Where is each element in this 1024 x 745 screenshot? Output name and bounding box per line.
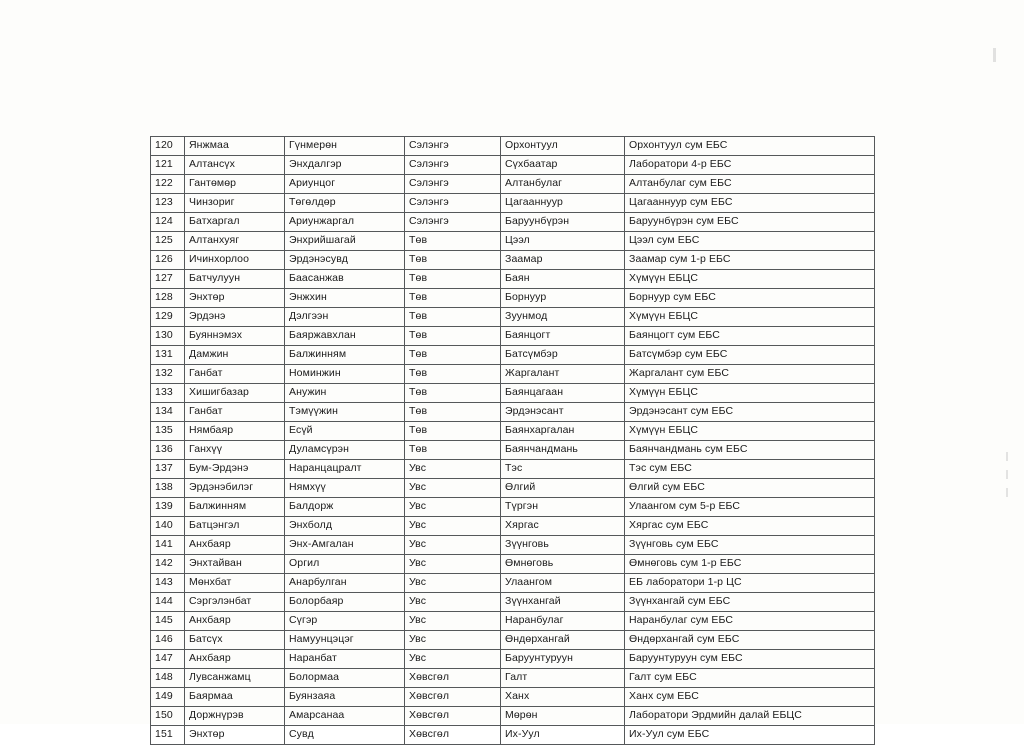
cell-number: 128 [151, 289, 185, 308]
cell-firstname: Амарсанаа [285, 707, 405, 726]
cell-school: Цээл сум ЕБС [625, 232, 875, 251]
cell-province: Увс [405, 460, 501, 479]
cell-province: Хөвсгөл [405, 688, 501, 707]
cell-lastname: Ичинхорлоо [185, 251, 285, 270]
cell-province: Увс [405, 593, 501, 612]
cell-school: Тэс сум ЕБС [625, 460, 875, 479]
roster-table [150, 136, 875, 745]
cell-soum: Цээл [501, 232, 625, 251]
cell-number: 120 [151, 137, 185, 156]
cell-lastname: Эрдэнэ [185, 308, 285, 327]
table-row [151, 422, 875, 441]
table-row [151, 441, 875, 460]
cell-province: Сэлэнгэ [405, 156, 501, 175]
cell-lastname: Анхбаяр [185, 650, 285, 669]
cell-school: Баянчандмань сум ЕБС [625, 441, 875, 460]
cell-school: Борнуур сум ЕБС [625, 289, 875, 308]
cell-province: Увс [405, 479, 501, 498]
cell-firstname: Наранбат [285, 650, 405, 669]
table-row [151, 631, 875, 650]
cell-lastname: Анхбаяр [185, 536, 285, 555]
cell-number: 138 [151, 479, 185, 498]
cell-lastname: Алтанхуяг [185, 232, 285, 251]
cell-firstname: Баасанжав [285, 270, 405, 289]
table-row [151, 327, 875, 346]
cell-school: Хүмүүн ЕБЦС [625, 308, 875, 327]
cell-firstname: Дуламсүрэн [285, 441, 405, 460]
cell-soum: Ханх [501, 688, 625, 707]
cell-number: 149 [151, 688, 185, 707]
cell-soum: Зүүнговь [501, 536, 625, 555]
cell-number: 125 [151, 232, 185, 251]
table-row [151, 536, 875, 555]
cell-lastname: Лувсанжамц [185, 669, 285, 688]
cell-province: Төв [405, 251, 501, 270]
cell-province: Увс [405, 517, 501, 536]
cell-province: Увс [405, 650, 501, 669]
cell-lastname: Батцэнгэл [185, 517, 285, 536]
roster-table-body [151, 137, 875, 745]
cell-soum: Хяргас [501, 517, 625, 536]
cell-number: 142 [151, 555, 185, 574]
table-row [151, 479, 875, 498]
cell-school: Ханх сум ЕБС [625, 688, 875, 707]
cell-firstname: Анарбулган [285, 574, 405, 593]
cell-soum: Сүхбаатар [501, 156, 625, 175]
table-row [151, 688, 875, 707]
cell-lastname: Ганхүү [185, 441, 285, 460]
table-row [151, 270, 875, 289]
cell-number: 121 [151, 156, 185, 175]
cell-province: Увс [405, 631, 501, 650]
cell-school: Зүүнхангай сум ЕБС [625, 593, 875, 612]
cell-school: Алтанбулаг сум ЕБС [625, 175, 875, 194]
table-row [151, 650, 875, 669]
table-row [151, 403, 875, 422]
cell-soum: Баянчандмань [501, 441, 625, 460]
cell-school: Өндөрхангай сум ЕБС [625, 631, 875, 650]
table-row [151, 517, 875, 536]
cell-firstname: Болормаа [285, 669, 405, 688]
cell-soum: Баруунбүрэн [501, 213, 625, 232]
cell-firstname: Энхрийшагай [285, 232, 405, 251]
cell-soum: Түргэн [501, 498, 625, 517]
cell-firstname: Ариунцог [285, 175, 405, 194]
cell-lastname: Энхтөр [185, 726, 285, 745]
cell-number: 144 [151, 593, 185, 612]
cell-firstname: Балжинням [285, 346, 405, 365]
cell-lastname: Бум-Эрдэнэ [185, 460, 285, 479]
cell-lastname: Сэргэлэнбат [185, 593, 285, 612]
cell-province: Төв [405, 422, 501, 441]
cell-school: Галт сум ЕБС [625, 669, 875, 688]
cell-firstname: Оргил [285, 555, 405, 574]
cell-province: Төв [405, 232, 501, 251]
cell-soum: Тэс [501, 460, 625, 479]
cell-soum: Өмнөговь [501, 555, 625, 574]
cell-number: 141 [151, 536, 185, 555]
table-row [151, 156, 875, 175]
cell-soum: Заамар [501, 251, 625, 270]
cell-soum: Зуунмод [501, 308, 625, 327]
cell-lastname: Янжмаа [185, 137, 285, 156]
cell-school: Улаангом сум 5-р ЕБС [625, 498, 875, 517]
cell-school: Лаборатори 4-р ЕБС [625, 156, 875, 175]
cell-school: Өлгий сум ЕБС [625, 479, 875, 498]
cell-number: 139 [151, 498, 185, 517]
table-row [151, 460, 875, 479]
cell-soum: Зүүнхангай [501, 593, 625, 612]
cell-lastname: Ганбат [185, 365, 285, 384]
cell-firstname: Ариунжаргал [285, 213, 405, 232]
cell-soum: Баян [501, 270, 625, 289]
cell-firstname: Энжхин [285, 289, 405, 308]
cell-province: Увс [405, 555, 501, 574]
cell-soum: Баянцагаан [501, 384, 625, 403]
cell-lastname: Мөнхбат [185, 574, 285, 593]
table-row [151, 726, 875, 745]
cell-soum: Орхонтуул [501, 137, 625, 156]
cell-school: Хүмүүн ЕБЦС [625, 384, 875, 403]
cell-firstname: Сүгэр [285, 612, 405, 631]
cell-soum: Алтанбулаг [501, 175, 625, 194]
cell-firstname: Наранцацралт [285, 460, 405, 479]
cell-firstname: Эрдэнэсувд [285, 251, 405, 270]
cell-province: Хөвсгөл [405, 707, 501, 726]
cell-lastname: Доржнүрэв [185, 707, 285, 726]
cell-soum: Их-Уул [501, 726, 625, 745]
cell-school: Эрдэнэсант сум ЕБС [625, 403, 875, 422]
cell-lastname: Буяннэмэх [185, 327, 285, 346]
table-row [151, 137, 875, 156]
scan-artifact-mark [993, 48, 996, 62]
cell-number: 151 [151, 726, 185, 745]
cell-school: Хяргас сум ЕБС [625, 517, 875, 536]
cell-lastname: Баярмаа [185, 688, 285, 707]
cell-number: 122 [151, 175, 185, 194]
cell-number: 124 [151, 213, 185, 232]
cell-school: Баруунбүрэн сум ЕБС [625, 213, 875, 232]
cell-province: Төв [405, 365, 501, 384]
cell-firstname: Энхболд [285, 517, 405, 536]
cell-lastname: Батчулуун [185, 270, 285, 289]
cell-soum: Баянхаргалан [501, 422, 625, 441]
cell-province: Сэлэнгэ [405, 213, 501, 232]
cell-province: Хөвсгөл [405, 726, 501, 745]
table-row [151, 498, 875, 517]
cell-firstname: Тэмүүжин [285, 403, 405, 422]
cell-province: Сэлэнгэ [405, 137, 501, 156]
cell-lastname: Алтансүх [185, 156, 285, 175]
cell-lastname: Хишигбазар [185, 384, 285, 403]
cell-school: Цагааннуур сум ЕБС [625, 194, 875, 213]
table-row [151, 612, 875, 631]
cell-number: 130 [151, 327, 185, 346]
cell-soum: Цагааннуур [501, 194, 625, 213]
cell-school: Зүүнговь сум ЕБС [625, 536, 875, 555]
table-row [151, 555, 875, 574]
cell-number: 131 [151, 346, 185, 365]
cell-school: Хүмүүн ЕБЦС [625, 422, 875, 441]
cell-lastname: Дамжин [185, 346, 285, 365]
cell-firstname: Баяржавхлан [285, 327, 405, 346]
cell-soum: Баруунтуруун [501, 650, 625, 669]
cell-firstname: Балдорж [285, 498, 405, 517]
cell-province: Сэлэнгэ [405, 194, 501, 213]
cell-soum: Өлгий [501, 479, 625, 498]
cell-firstname: Дэлгээн [285, 308, 405, 327]
table-row [151, 194, 875, 213]
cell-firstname: Сувд [285, 726, 405, 745]
cell-firstname: Гүнмерөн [285, 137, 405, 156]
cell-province: Төв [405, 289, 501, 308]
table-row [151, 574, 875, 593]
cell-school: Баруунтуруун сум ЕБС [625, 650, 875, 669]
cell-school: Заамар сум 1-р ЕБС [625, 251, 875, 270]
cell-firstname: Энх-Амгалан [285, 536, 405, 555]
table-row [151, 593, 875, 612]
table-row [151, 232, 875, 251]
table-row [151, 669, 875, 688]
cell-soum: Өндөрхангай [501, 631, 625, 650]
cell-soum: Борнуур [501, 289, 625, 308]
cell-school: Орхонтуул сум ЕБС [625, 137, 875, 156]
cell-school: Их-Уул сум ЕБС [625, 726, 875, 745]
table-row [151, 384, 875, 403]
cell-province: Увс [405, 536, 501, 555]
cell-soum: Батсүмбэр [501, 346, 625, 365]
cell-lastname: Энхтөр [185, 289, 285, 308]
table-row [151, 289, 875, 308]
cell-firstname: Есүй [285, 422, 405, 441]
cell-lastname: Нямбаяр [185, 422, 285, 441]
cell-number: 147 [151, 650, 185, 669]
table-row [151, 213, 875, 232]
cell-province: Увс [405, 574, 501, 593]
cell-firstname: Намуунцэцэг [285, 631, 405, 650]
cell-school: Өмнөговь сум 1-р ЕБС [625, 555, 875, 574]
cell-number: 143 [151, 574, 185, 593]
cell-school: ЕБ лаборатори 1-р ЦС [625, 574, 875, 593]
cell-soum: Эрдэнэсант [501, 403, 625, 422]
cell-province: Төв [405, 384, 501, 403]
cell-soum: Улаангом [501, 574, 625, 593]
table-row [151, 251, 875, 270]
roster-table-container [150, 136, 874, 745]
cell-lastname: Батсүх [185, 631, 285, 650]
cell-province: Увс [405, 498, 501, 517]
cell-province: Сэлэнгэ [405, 175, 501, 194]
cell-firstname: Буянзаяа [285, 688, 405, 707]
cell-number: 146 [151, 631, 185, 650]
cell-soum: Мөрөн [501, 707, 625, 726]
cell-soum: Галт [501, 669, 625, 688]
cell-school: Баянцогт сум ЕБС [625, 327, 875, 346]
cell-province: Төв [405, 308, 501, 327]
cell-school: Лаборатори Эрдмийн далай ЕБЦС [625, 707, 875, 726]
cell-lastname: Гантөмөр [185, 175, 285, 194]
cell-number: 127 [151, 270, 185, 289]
scan-artifact-mark [1006, 452, 1008, 461]
cell-number: 126 [151, 251, 185, 270]
cell-firstname: Нямхүү [285, 479, 405, 498]
cell-lastname: Чинзориг [185, 194, 285, 213]
cell-province: Төв [405, 346, 501, 365]
cell-lastname: Батхаргал [185, 213, 285, 232]
cell-number: 148 [151, 669, 185, 688]
cell-soum: Наранбулаг [501, 612, 625, 631]
cell-firstname: Төгөлдөр [285, 194, 405, 213]
cell-soum: Жаргалант [501, 365, 625, 384]
cell-firstname: Номинжин [285, 365, 405, 384]
cell-lastname: Эрдэнэбилэг [185, 479, 285, 498]
cell-province: Хөвсгөл [405, 669, 501, 688]
cell-number: 134 [151, 403, 185, 422]
cell-number: 137 [151, 460, 185, 479]
table-row [151, 707, 875, 726]
cell-number: 140 [151, 517, 185, 536]
cell-lastname: Анхбаяр [185, 612, 285, 631]
cell-school: Хүмүүн ЕБЦС [625, 270, 875, 289]
cell-number: 150 [151, 707, 185, 726]
cell-province: Төв [405, 270, 501, 289]
cell-lastname: Балжинням [185, 498, 285, 517]
table-row [151, 175, 875, 194]
cell-number: 133 [151, 384, 185, 403]
cell-number: 132 [151, 365, 185, 384]
cell-firstname: Энхдалгэр [285, 156, 405, 175]
cell-firstname: Анужин [285, 384, 405, 403]
cell-school: Батсүмбэр сум ЕБС [625, 346, 875, 365]
cell-province: Төв [405, 441, 501, 460]
cell-number: 135 [151, 422, 185, 441]
cell-province: Төв [405, 403, 501, 422]
cell-number: 136 [151, 441, 185, 460]
cell-province: Увс [405, 612, 501, 631]
scan-artifact-mark [1006, 470, 1008, 479]
cell-number: 145 [151, 612, 185, 631]
table-row [151, 365, 875, 384]
cell-soum: Баянцогт [501, 327, 625, 346]
cell-school: Наранбулаг сум ЕБС [625, 612, 875, 631]
cell-firstname: Болорбаяр [285, 593, 405, 612]
table-row [151, 346, 875, 365]
table-row [151, 308, 875, 327]
cell-school: Жаргалант сум ЕБС [625, 365, 875, 384]
cell-lastname: Ганбат [185, 403, 285, 422]
cell-number: 123 [151, 194, 185, 213]
scan-artifact-mark [1006, 488, 1008, 497]
cell-province: Төв [405, 327, 501, 346]
cell-lastname: Энхтайван [185, 555, 285, 574]
cell-number: 129 [151, 308, 185, 327]
